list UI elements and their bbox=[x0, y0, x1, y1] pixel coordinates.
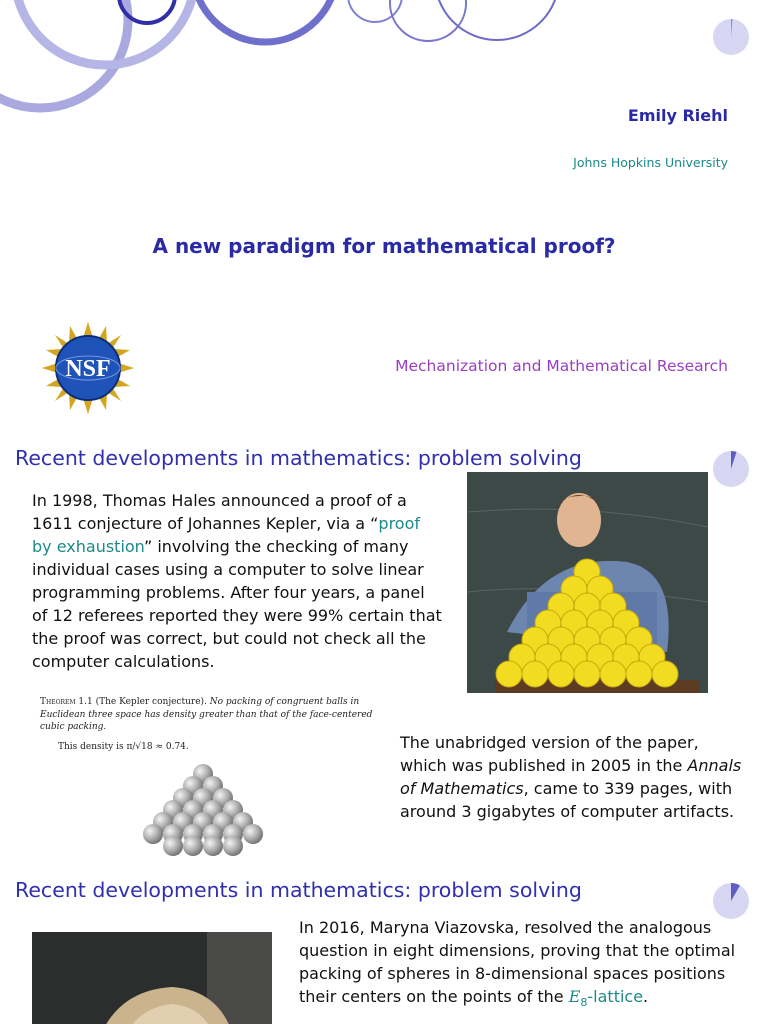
e8-lattice-link[interactable] bbox=[568, 987, 644, 1010]
tennis-ball bbox=[548, 661, 574, 687]
theorem-statement bbox=[40, 696, 380, 734]
tennis-ball bbox=[522, 661, 548, 687]
paragraph-text: , came to 339 pages, with around 3 gigabytes of computer artifacts. bbox=[400, 779, 735, 821]
paragraph-text: In 1998, Thomas Hales announced a proof of a 1611 conjecture of Johannes Kepler, via a “ bbox=[32, 491, 407, 533]
tennis-ball bbox=[652, 661, 678, 687]
title-slide bbox=[0, 0, 768, 432]
paper-length-paragraph bbox=[400, 731, 750, 823]
tennis-ball bbox=[626, 661, 652, 687]
e8-word: -lattice bbox=[587, 987, 644, 1006]
deco-circle bbox=[15, 0, 195, 65]
e8-symbol: E bbox=[568, 987, 581, 1006]
tennis-ball bbox=[574, 661, 600, 687]
deco-circle bbox=[390, 0, 466, 41]
deco-circle bbox=[435, 0, 559, 40]
density-statement: This density is π/√18 ≈ 0.74. bbox=[58, 742, 189, 752]
tennis-ball bbox=[600, 661, 626, 687]
frame-title: Recent developments in mathematics: problem solving bbox=[15, 878, 582, 902]
theorem-head: Theorem 1.1 bbox=[40, 697, 93, 707]
presentation-title: A new paradigm for mathematical proof? bbox=[152, 234, 616, 258]
grey-sphere bbox=[163, 836, 183, 856]
nsf-logo bbox=[40, 320, 136, 416]
deco-circle bbox=[193, 0, 337, 42]
theorem-body: No packing of congruent balls in Euclidean three space has density greater than that of the face-centered cubic packing. bbox=[40, 697, 373, 732]
grey-sphere bbox=[143, 824, 163, 844]
paragraph-text: . bbox=[643, 987, 649, 1006]
grey-sphere bbox=[203, 836, 223, 856]
logo-text: NSF bbox=[65, 356, 111, 382]
presentation-subtitle: Mechanization and Mathematical Research bbox=[395, 357, 728, 375]
grey-sphere bbox=[223, 836, 243, 856]
progress-pie-icon bbox=[712, 450, 750, 488]
author-name: Emily Riehl bbox=[627, 106, 728, 125]
progress-pie-icon bbox=[712, 18, 750, 56]
grey-sphere bbox=[243, 824, 263, 844]
paragraph-text: ” involving the checking of many individual cases using a computer to solve linear programming problems. After four years, a panel of 12 referees reported they were 99% certain that the proof was correct, but could not check all the computer calculations. bbox=[32, 537, 442, 671]
journal-name: Annals of Mathematics bbox=[400, 756, 742, 798]
viazovska-photo-illustration bbox=[32, 932, 272, 1024]
e8-subscript: 8 bbox=[580, 996, 588, 1010]
viazovska-paragraph bbox=[299, 916, 749, 1014]
paragraph-text: The unabridged version of the paper, which was published in 2005 in the bbox=[400, 733, 699, 775]
hales-photo bbox=[467, 472, 708, 693]
progress-pie-icon bbox=[712, 882, 750, 920]
paragraph-text: In 2016, Maryna Viazovska, resolved the analogous question in eight dimensions, proving that the optimal packing of spheres in 8-dimensional spaces positions their centers on the points of the bbox=[299, 918, 736, 1006]
grey-sphere bbox=[183, 836, 203, 856]
kepler-paragraph bbox=[32, 489, 442, 673]
slide-kepler bbox=[0, 432, 768, 864]
hales-photo-illustration bbox=[467, 472, 708, 693]
frame-title: Recent developments in mathematics: problem solving bbox=[15, 446, 582, 470]
proof-by-exhaustion-link[interactable]: proof by exhaustion bbox=[32, 514, 421, 556]
sphere-pyramid-illustration bbox=[138, 762, 268, 862]
viazovska-photo bbox=[32, 932, 272, 1024]
institution: Johns Hopkins University bbox=[573, 155, 728, 170]
slide-viazovska bbox=[0, 864, 768, 1024]
theorem-name: (The Kepler conjecture). bbox=[95, 697, 207, 707]
tennis-ball bbox=[496, 661, 522, 687]
